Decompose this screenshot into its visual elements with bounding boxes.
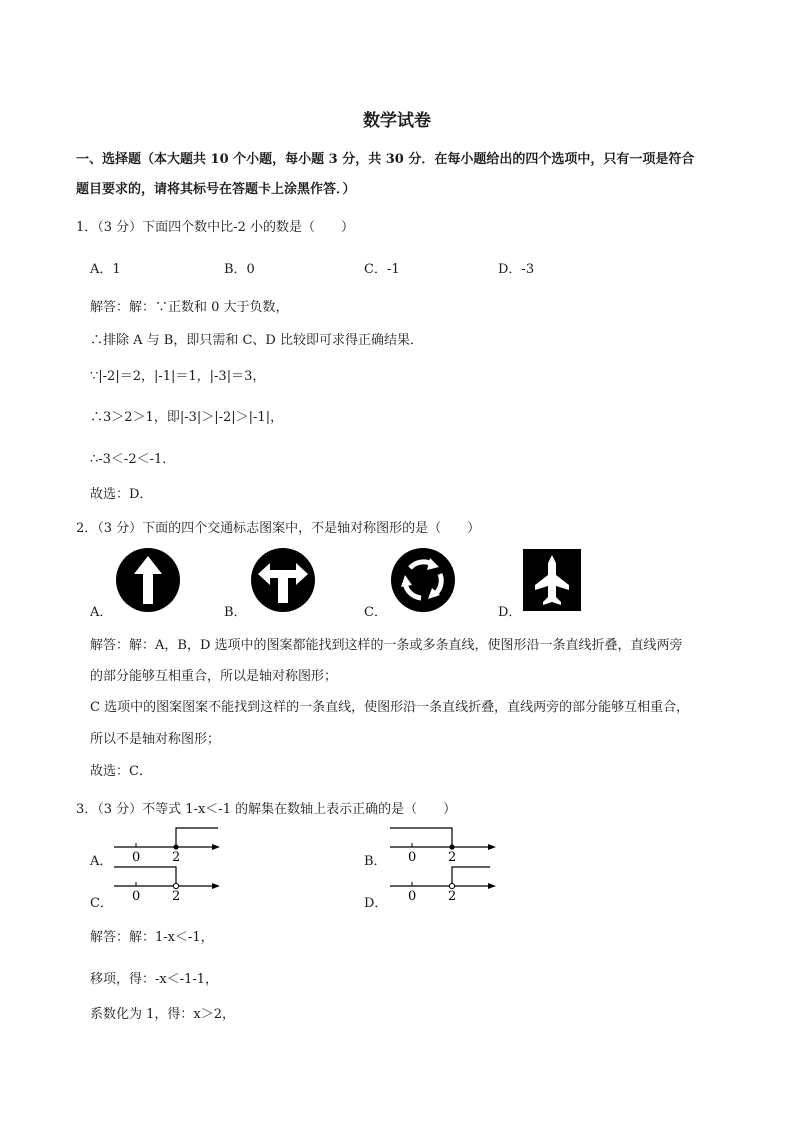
- axis-label-zero: 0: [132, 850, 141, 865]
- q2-solution-line: 故选：C．: [90, 764, 152, 779]
- number-line-c: [112, 865, 232, 905]
- axis-label-two: 2: [448, 889, 457, 904]
- left-right-turn-sign-icon: [250, 547, 316, 613]
- q1-solution-line: ∴3＞2＞1，即|-3|＞|-2|＞|-1|，: [90, 410, 284, 425]
- straight-arrow-sign-icon: [115, 547, 181, 613]
- q2-solution-line: 的部分能够互相重合，所以是轴对称图形；: [90, 669, 338, 684]
- q3-option-a-label: A．: [90, 854, 113, 869]
- q1-option-c: C．-1: [364, 262, 400, 277]
- q1-stem: 1．（3 分）下面四个数中比-2 小的数是（ ）: [76, 220, 354, 235]
- q2-stem: 2．（3 分）下面的四个交通标志图案中，不是轴对称图形的是（ ）: [76, 521, 481, 536]
- q2-solution-line: 解答：解：A，B，D 选项中的图案都能找到这样的一条或多条直线，使图形沿一条直线折叠，直线两旁: [90, 638, 683, 653]
- axis-label-two: 2: [172, 889, 181, 904]
- q2-option-d-label: D．: [498, 605, 522, 620]
- axis-label-zero: 0: [408, 850, 417, 865]
- q2-option-a-label: A．: [90, 605, 113, 620]
- q3-solution-line: 移项，得：-x＜-1-1，: [90, 972, 219, 987]
- plane-sign-icon: [523, 549, 581, 611]
- q3-solution-line: 系数化为 1，得：x＞2，: [90, 1007, 236, 1022]
- q2-option-b-label: B．: [224, 605, 247, 620]
- axis-label-zero: 0: [408, 889, 417, 904]
- roundabout-sign-icon: [390, 547, 456, 613]
- number-line-d: [388, 865, 508, 905]
- section-heading-line1: 一、选择题（本大题共 10 个小题，每小题 3 分，共 30 分．在每小题给出的四个选项中，只有一项是符合: [76, 152, 695, 167]
- number-line-a: [112, 826, 232, 866]
- q1-solution-line: ∵|-2|＝2，|-1|＝1，|-3|＝3，: [90, 369, 266, 384]
- q1-option-b: B．0: [224, 262, 255, 277]
- page-title: 数学试卷: [363, 111, 431, 131]
- number-line-b: [388, 826, 508, 866]
- section-heading-line2: 题目要求的，请将其标号在答题卡上涂黑作答．）: [76, 182, 356, 197]
- axis-label-two: 2: [172, 850, 181, 865]
- q1-solution-line: ∴排除 A 与 B，即只需和 C、D 比较即可求得正确结果．: [90, 333, 423, 348]
- q1-option-d: D．-3: [498, 262, 535, 277]
- q3-stem: 3．（3 分）不等式 1-x＜-1 的解集在数轴上表示正确的是（ ）: [76, 802, 457, 817]
- q1-solution-line: 解答：解：∵正数和 0 大于负数，: [90, 300, 289, 315]
- q1-solution-line: ∴-3＜-2＜-1．: [90, 452, 176, 467]
- q3-option-b-label: B．: [364, 854, 387, 869]
- q1-option-a: A．1: [90, 262, 121, 277]
- q2-solution-line: C 选项中的图案图案不能找到这样的一条直线，使图形沿一条直线折叠，直线两旁的部分能够互相重合，: [90, 700, 690, 715]
- axis-label-zero: 0: [132, 889, 141, 904]
- q3-option-c-label: C．: [90, 896, 113, 911]
- q3-option-d-label: D．: [364, 896, 388, 911]
- q1-solution-line: 故选：D．: [90, 487, 153, 502]
- q3-solution-line: 解答：解：1-x＜-1，: [90, 930, 214, 945]
- q2-solution-line: 所以不是轴对称图形；: [90, 732, 221, 747]
- q2-option-c-label: C．: [364, 605, 387, 620]
- axis-label-two: 2: [448, 850, 457, 865]
